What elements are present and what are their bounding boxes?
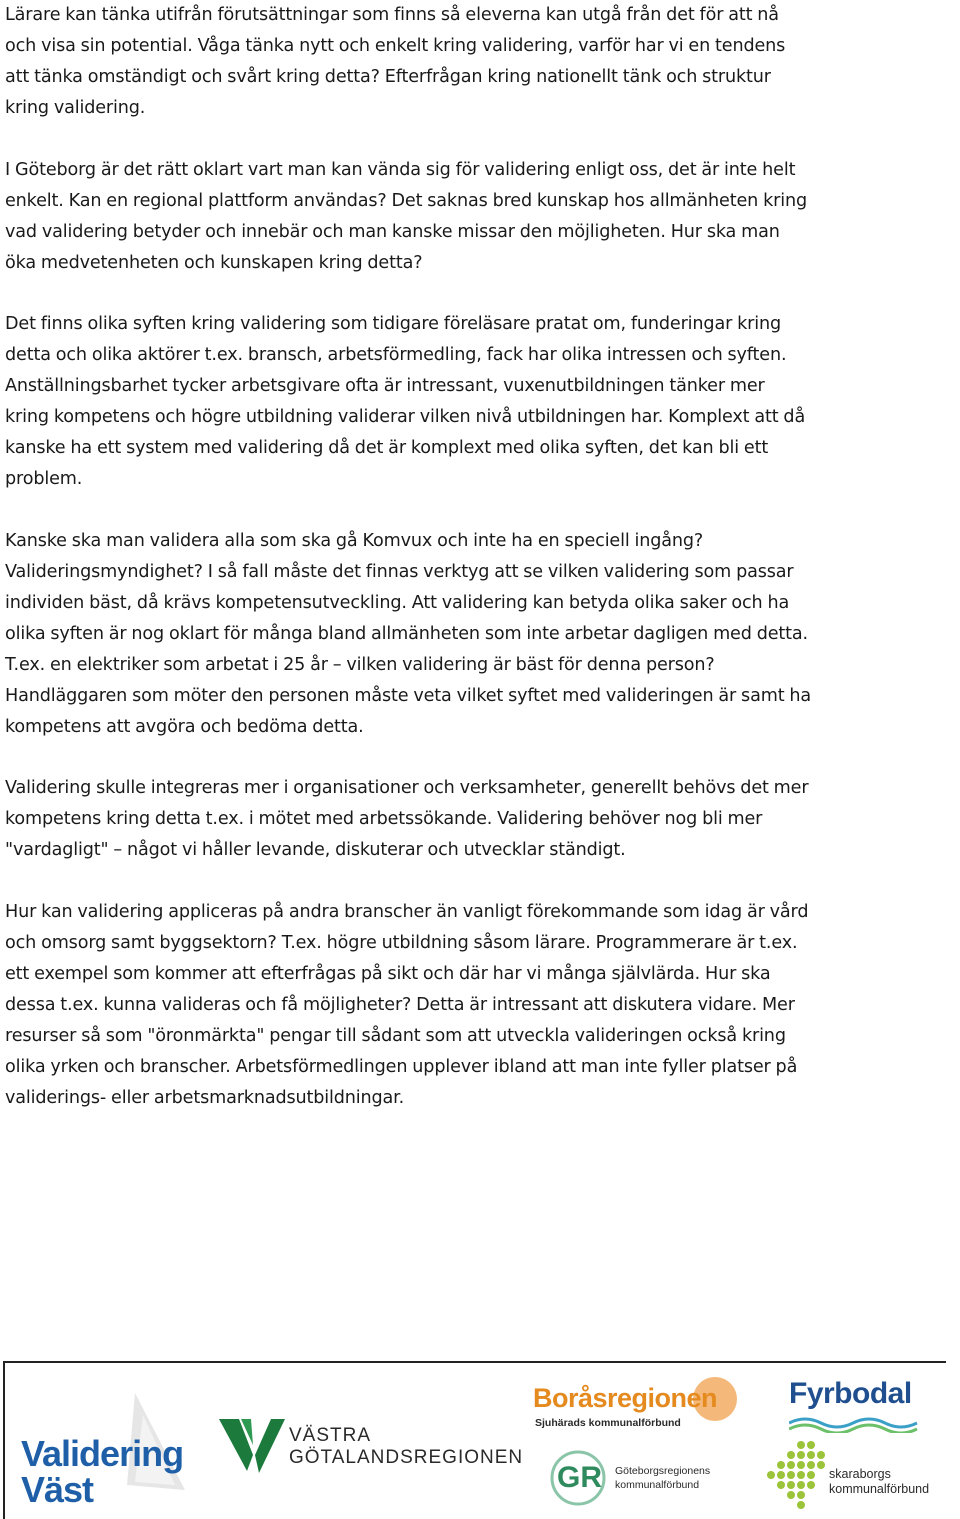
wave-icon	[789, 1415, 919, 1433]
text-line: Hur kan validering appliceras på andra branscher än vanligt förekommande som idag är vård	[5, 901, 809, 922]
text-line: Handläggaren som möter den personen måste veta vilket syftet med valideringen är samt ha	[5, 685, 812, 706]
text-line: dessa t.ex. kunna valideras och få möjligheter? Detta är intressant att diskutera vidare. Mer	[5, 994, 795, 1015]
text-line: Det finns olika syften kring validering som tidigare föreläsare pratat om, funderingar kring	[5, 314, 781, 334]
vgr-line1: VÄSTRA	[289, 1425, 372, 1446]
text-line: problem.	[5, 469, 83, 489]
text-line: kompetens att avgöra och bedöma detta.	[5, 716, 364, 737]
text-line: olika yrken och branscher. Arbetsförmedlingen upplever ibland att man inte fyller platser på	[5, 1056, 798, 1077]
text-line: att tänka omständigt och svårt kring detta? Efterfrågan kring nationellt tänk och struktur	[5, 67, 771, 87]
validering-vast-line2: Väst	[21, 1469, 94, 1510]
logo-footer	[3, 1361, 946, 1519]
text-line: kompetens kring detta t.ex. i mötet med arbetssökande. Validering behöver nog bli mer	[5, 809, 763, 829]
paragraph	[5, 155, 957, 279]
text-line: T.ex. en elektriker som arbetat i 25 år – vilken validering är bäst för denna person?	[5, 654, 715, 675]
vgr-logo	[217, 1413, 524, 1483]
text-line: och visa sin potential. Våga tänka nytt och enkelt kring validering, varför har vi en tendens	[5, 36, 786, 56]
paragraph	[5, 526, 957, 743]
text-line: olika syften är nog oklart för många bland allmänheten som inte arbetar dagligen med detta.	[5, 623, 808, 644]
fyrbodal-logo	[785, 1375, 925, 1439]
borasregionen-name: Boråsregionen	[533, 1383, 718, 1413]
vgr-emblem-icon	[217, 1415, 287, 1477]
text-line: Kanske ska man validera alla som ska gå Komvux och inte ha en speciell ingång?	[5, 530, 704, 551]
gr-line2: kommunalförbund	[615, 1479, 700, 1491]
paragraph	[5, 0, 957, 124]
skaraborg-line1: skaraborgs	[829, 1467, 891, 1481]
text-line: resurser så som "öronmärkta" pengar till sådant som att utveckla valideringen också kring	[5, 1025, 786, 1046]
text-line: Lärare kan tänka utifrån förutsättningar som finns så eleverna kan utgå från det för att nå	[5, 5, 779, 25]
text-line: och omsorg samt byggsektorn? T.ex. högre utbildning såsom lärare. Programmerare är t.ex.	[5, 932, 798, 953]
paragraph	[5, 309, 957, 495]
text-line: enkelt. Kan en regional plattform användas? Det saknas bred kunskap hos allmänheten kring	[5, 190, 807, 211]
text-line: Anställningsbarhet tycker arbetsgivare ofta är intressant, vuxenutbildningen tänker mer	[5, 376, 765, 396]
text-line: öka medvetenheten och kunskapen kring detta?	[5, 252, 423, 273]
validering-vast-logo	[15, 1385, 195, 1513]
text-line: "vardagligt" – något vi håller levande, diskuterar och utvecklar ständigt.	[5, 840, 626, 860]
text-line: detta och olika aktörer t.ex. bransch, arbetsförmedling, fack har olika intressen och syften.	[5, 345, 787, 365]
gr-mark-text: GR	[557, 1461, 602, 1494]
vgr-line2: GÖTALANDSREGIONEN	[289, 1447, 524, 1468]
text-line: I Göteborg är det rätt oklart vart man kan vända sig för validering enligt oss, det är inte helt	[5, 159, 796, 180]
validering-vast-line1: Validering	[21, 1433, 184, 1474]
paragraph	[5, 773, 957, 866]
text-line: individen bäst, då krävs kompetensutveckling. Att validering kan betyda olika saker och ha	[5, 592, 790, 613]
skaraborg-logo	[761, 1439, 943, 1515]
text-line: validerings- eller arbetsmarknadsutbildningar.	[5, 1087, 405, 1108]
text-line: vad validering betyder och innebär och man kanske missar den möjligheten. Hur ska man	[5, 221, 780, 242]
borasregionen-sub: Sjuhärads kommunalförbund	[535, 1417, 681, 1429]
paragraph	[5, 897, 957, 1114]
text-line: Validering skulle integreras mer i organisationer och verksamheter, generellt behövs det mer	[5, 778, 809, 798]
text-line: kring validering.	[5, 98, 146, 118]
text-line: kanske ha ett system med validering då det är komplext med olika syften, det kan bli ett	[5, 438, 769, 458]
document-body	[5, 0, 957, 1114]
text-line: ett exempel som kommer att efterfrågas på sikt och där har vi många självlärda. Hur ska	[5, 963, 771, 984]
gr-logo	[549, 1449, 749, 1511]
borasregionen-logo	[531, 1373, 741, 1429]
fyrbodal-name: Fyrbodal	[789, 1377, 912, 1410]
text-line: Valideringsmyndighet? I så fall måste det finnas verktyg att se vilken validering som passar	[5, 561, 794, 582]
gr-line1: Göteborgsregionens	[615, 1465, 711, 1477]
skaraborg-line2: kommunalförbund	[829, 1482, 930, 1496]
text-line: kring kompetens och högre utbildning validerar vilken nivå utbildningen har. Komplext att då	[5, 407, 806, 427]
